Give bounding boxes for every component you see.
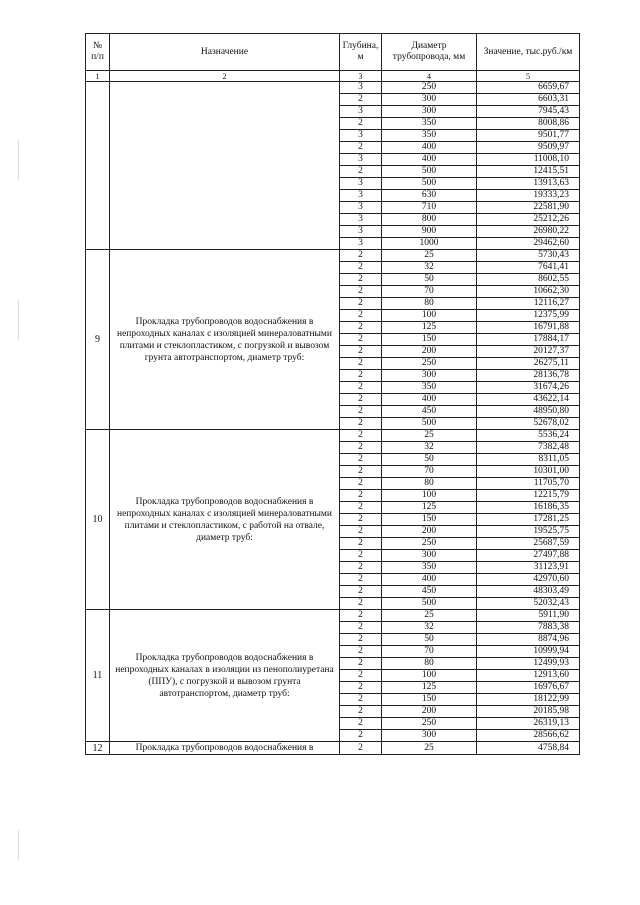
diameter-cell: 500 — [382, 178, 477, 190]
value-cell: 52032,43 — [477, 598, 580, 610]
value-cell: 26275,11 — [477, 358, 580, 370]
depth-cell: 2 — [340, 370, 382, 382]
diameter-cell: 70 — [382, 466, 477, 478]
value-cell: 28136,78 — [477, 370, 580, 382]
column-number: 1 — [86, 71, 110, 82]
diameter-cell: 150 — [382, 694, 477, 706]
value-cell: 17281,25 — [477, 514, 580, 526]
value-cell: 22581,90 — [477, 202, 580, 214]
depth-cell: 2 — [340, 646, 382, 658]
value-cell: 8874,96 — [477, 634, 580, 646]
diameter-cell: 900 — [382, 226, 477, 238]
depth-cell: 2 — [340, 274, 382, 286]
value-cell: 12499,93 — [477, 658, 580, 670]
diameter-cell: 200 — [382, 346, 477, 358]
diameter-cell: 80 — [382, 298, 477, 310]
value-cell: 48950,80 — [477, 406, 580, 418]
value-cell: 12116,27 — [477, 298, 580, 310]
depth-cell: 3 — [340, 178, 382, 190]
value-cell: 19333,23 — [477, 190, 580, 202]
depth-cell: 2 — [340, 682, 382, 694]
value-cell: 17884,17 — [477, 334, 580, 346]
table-row — [86, 742, 580, 755]
group-number: 12 — [86, 742, 110, 755]
value-cell: 42970,60 — [477, 574, 580, 586]
column-number: 3 — [340, 71, 382, 82]
diameter-cell: 350 — [382, 118, 477, 130]
diameter-cell: 400 — [382, 142, 477, 154]
depth-cell: 2 — [340, 742, 382, 755]
header-diameter: Диаметр трубопровода, мм — [382, 34, 477, 71]
diameter-cell: 25 — [382, 250, 477, 262]
diameter-cell: 100 — [382, 490, 477, 502]
depth-cell: 2 — [340, 442, 382, 454]
diameter-cell: 500 — [382, 598, 477, 610]
diameter-cell: 100 — [382, 310, 477, 322]
value-cell: 43622,14 — [477, 394, 580, 406]
depth-cell: 2 — [340, 322, 382, 334]
value-cell: 8311,05 — [477, 454, 580, 466]
value-cell: 16791,88 — [477, 322, 580, 334]
diameter-cell: 250 — [382, 358, 477, 370]
depth-cell: 3 — [340, 238, 382, 250]
depth-cell: 2 — [340, 430, 382, 442]
diameter-cell: 70 — [382, 286, 477, 298]
column-number: 5 — [477, 71, 580, 82]
depth-cell: 2 — [340, 706, 382, 718]
depth-cell: 2 — [340, 418, 382, 430]
depth-cell: 2 — [340, 466, 382, 478]
scan-artifact-line — [18, 300, 19, 340]
depth-cell: 3 — [340, 202, 382, 214]
depth-cell: 2 — [340, 394, 382, 406]
diameter-cell: 32 — [382, 622, 477, 634]
value-cell: 26980,22 — [477, 226, 580, 238]
value-cell: 8602,55 — [477, 274, 580, 286]
depth-cell: 2 — [340, 406, 382, 418]
diameter-cell: 630 — [382, 190, 477, 202]
value-cell: 7641,41 — [477, 262, 580, 274]
depth-cell: 2 — [340, 574, 382, 586]
depth-cell: 2 — [340, 514, 382, 526]
group-description: Прокладка трубопроводов водоснабжения в непроходных каналах в изоляции из пенополиуретана (ППУ), с погрузкой и вывозом грунта автотранспортом, диаметр труб: — [110, 610, 340, 742]
diameter-cell: 25 — [382, 610, 477, 622]
value-cell: 9509,97 — [477, 142, 580, 154]
depth-cell: 2 — [340, 562, 382, 574]
value-cell: 27497,88 — [477, 550, 580, 562]
depth-cell: 2 — [340, 586, 382, 598]
group-number: 10 — [86, 430, 110, 610]
header-depth: Глубина, м — [340, 34, 382, 71]
header-row — [86, 34, 580, 71]
depth-cell: 3 — [340, 106, 382, 118]
value-cell: 25212,26 — [477, 214, 580, 226]
depth-cell: 2 — [340, 358, 382, 370]
value-cell: 7945,43 — [477, 106, 580, 118]
depth-cell: 2 — [340, 694, 382, 706]
header-value: Значение, тыс.руб./км — [477, 34, 580, 71]
group-description: Прокладка трубопроводов водоснабжения в — [110, 742, 340, 755]
depth-cell: 2 — [340, 670, 382, 682]
depth-cell: 2 — [340, 610, 382, 622]
depth-cell: 2 — [340, 298, 382, 310]
tariff-table — [85, 33, 580, 755]
depth-cell: 2 — [340, 478, 382, 490]
diameter-cell: 100 — [382, 670, 477, 682]
depth-cell: 2 — [340, 286, 382, 298]
column-number: 2 — [110, 71, 340, 82]
depth-cell: 2 — [340, 382, 382, 394]
value-cell: 8008,86 — [477, 118, 580, 130]
depth-cell: 2 — [340, 454, 382, 466]
diameter-cell: 125 — [382, 682, 477, 694]
diameter-cell: 350 — [382, 562, 477, 574]
diameter-cell: 25 — [382, 430, 477, 442]
diameter-cell: 350 — [382, 130, 477, 142]
depth-cell: 2 — [340, 310, 382, 322]
diameter-cell: 250 — [382, 538, 477, 550]
depth-cell: 3 — [340, 226, 382, 238]
group-description: Прокладка трубопроводов водоснабжения в непроходных каналах с изоляцией минераловатными плитами и стеклопластиком, с погрузкой и вывозом грунта автотранспортом, диаметр труб: — [110, 250, 340, 430]
diameter-cell: 800 — [382, 214, 477, 226]
depth-cell: 2 — [340, 94, 382, 106]
table-row — [86, 430, 580, 442]
diameter-cell: 80 — [382, 658, 477, 670]
diameter-cell: 250 — [382, 82, 477, 94]
value-cell: 16186,35 — [477, 502, 580, 514]
value-cell: 11705,70 — [477, 478, 580, 490]
value-cell: 25687,59 — [477, 538, 580, 550]
group-number: 9 — [86, 250, 110, 430]
diameter-cell: 50 — [382, 274, 477, 286]
value-cell: 31123,91 — [477, 562, 580, 574]
value-cell: 9501,77 — [477, 130, 580, 142]
diameter-cell: 300 — [382, 370, 477, 382]
value-cell: 12375,99 — [477, 310, 580, 322]
value-cell: 11008,10 — [477, 154, 580, 166]
column-number-row — [86, 71, 580, 82]
depth-cell: 2 — [340, 658, 382, 670]
value-cell: 7382,48 — [477, 442, 580, 454]
diameter-cell: 125 — [382, 322, 477, 334]
diameter-cell: 400 — [382, 574, 477, 586]
value-cell: 19525,75 — [477, 526, 580, 538]
group-description: Прокладка трубопроводов водоснабжения в непроходных каналах с изоляцией минераловатными плитами и стеклопластиком, с работой на отвале, диаметр труб: — [110, 430, 340, 610]
diameter-cell: 450 — [382, 406, 477, 418]
header-num: № п/п — [86, 34, 110, 71]
diameter-cell: 200 — [382, 706, 477, 718]
depth-cell: 2 — [340, 346, 382, 358]
depth-cell: 2 — [340, 502, 382, 514]
diameter-cell: 1000 — [382, 238, 477, 250]
value-cell: 12913,60 — [477, 670, 580, 682]
diameter-cell: 150 — [382, 514, 477, 526]
diameter-cell: 300 — [382, 106, 477, 118]
diameter-cell: 710 — [382, 202, 477, 214]
value-cell: 20185,98 — [477, 706, 580, 718]
table-body — [86, 82, 580, 755]
value-cell: 16976,67 — [477, 682, 580, 694]
diameter-cell: 500 — [382, 418, 477, 430]
diameter-cell: 50 — [382, 634, 477, 646]
depth-cell: 2 — [340, 598, 382, 610]
value-cell: 20127,37 — [477, 346, 580, 358]
table-row — [86, 82, 580, 94]
value-cell: 31674,26 — [477, 382, 580, 394]
group-number — [86, 82, 110, 250]
table-row — [86, 610, 580, 622]
value-cell: 13913,63 — [477, 178, 580, 190]
diameter-cell: 32 — [382, 442, 477, 454]
value-cell: 4758,84 — [477, 742, 580, 755]
depth-cell: 2 — [340, 538, 382, 550]
value-cell: 7883,38 — [477, 622, 580, 634]
value-cell: 5730,43 — [477, 250, 580, 262]
value-cell: 26319,13 — [477, 718, 580, 730]
depth-cell: 3 — [340, 130, 382, 142]
depth-cell: 3 — [340, 190, 382, 202]
depth-cell: 2 — [340, 490, 382, 502]
depth-cell: 2 — [340, 730, 382, 742]
depth-cell: 3 — [340, 154, 382, 166]
diameter-cell: 300 — [382, 550, 477, 562]
value-cell: 10662,30 — [477, 286, 580, 298]
value-cell: 12415,51 — [477, 166, 580, 178]
value-cell: 28566,62 — [477, 730, 580, 742]
scan-artifact-line — [18, 830, 19, 860]
depth-cell: 2 — [340, 166, 382, 178]
depth-cell: 3 — [340, 214, 382, 226]
depth-cell: 2 — [340, 142, 382, 154]
depth-cell: 2 — [340, 634, 382, 646]
depth-cell: 2 — [340, 550, 382, 562]
diameter-cell: 32 — [382, 262, 477, 274]
diameter-cell: 70 — [382, 646, 477, 658]
diameter-cell: 125 — [382, 502, 477, 514]
depth-cell: 2 — [340, 250, 382, 262]
depth-cell: 2 — [340, 262, 382, 274]
diameter-cell: 500 — [382, 166, 477, 178]
value-cell: 6603,31 — [477, 94, 580, 106]
diameter-cell: 400 — [382, 154, 477, 166]
diameter-cell: 400 — [382, 394, 477, 406]
group-description — [110, 82, 340, 250]
diameter-cell: 250 — [382, 718, 477, 730]
diameter-cell: 200 — [382, 526, 477, 538]
column-number: 4 — [382, 71, 477, 82]
depth-cell: 2 — [340, 622, 382, 634]
depth-cell: 2 — [340, 526, 382, 538]
diameter-cell: 150 — [382, 334, 477, 346]
depth-cell: 2 — [340, 718, 382, 730]
diameter-cell: 80 — [382, 478, 477, 490]
value-cell: 6659,67 — [477, 82, 580, 94]
value-cell: 5911,90 — [477, 610, 580, 622]
diameter-cell: 300 — [382, 94, 477, 106]
diameter-cell: 350 — [382, 382, 477, 394]
diameter-cell: 300 — [382, 730, 477, 742]
diameter-cell: 50 — [382, 454, 477, 466]
value-cell: 29462,60 — [477, 238, 580, 250]
depth-cell: 2 — [340, 334, 382, 346]
header-name: Назначение — [110, 34, 340, 71]
value-cell: 10301,00 — [477, 466, 580, 478]
scan-artifact-line — [18, 140, 19, 180]
value-cell: 48303,49 — [477, 586, 580, 598]
value-cell: 5536,24 — [477, 430, 580, 442]
diameter-cell: 450 — [382, 586, 477, 598]
value-cell: 12215,79 — [477, 490, 580, 502]
table-row — [86, 250, 580, 262]
value-cell: 10999,94 — [477, 646, 580, 658]
depth-cell: 3 — [340, 82, 382, 94]
group-number: 11 — [86, 610, 110, 742]
value-cell: 18122,99 — [477, 694, 580, 706]
value-cell: 52678,02 — [477, 418, 580, 430]
depth-cell: 2 — [340, 118, 382, 130]
diameter-cell: 25 — [382, 742, 477, 755]
